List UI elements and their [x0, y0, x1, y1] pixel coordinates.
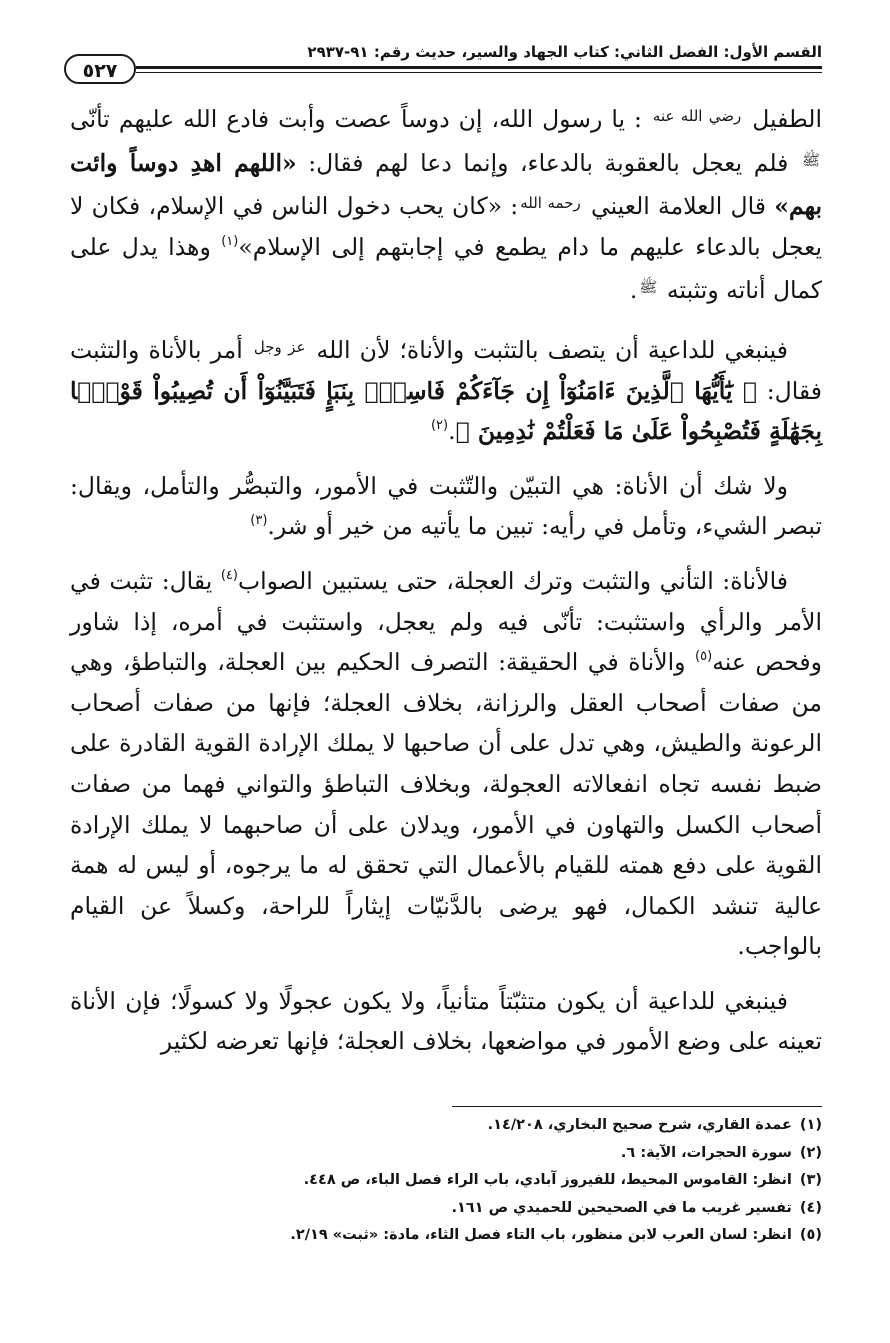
text-span: فالأناة: التأني والتثبت وترك العجلة، حتى يستبين الصواب — [237, 566, 789, 595]
footnote-4 — [160, 1195, 822, 1223]
footnote-ref-1[interactable]: (١) — [221, 233, 239, 249]
paragraph-2 — [70, 327, 822, 452]
footnote-number: (٤) — [799, 1199, 822, 1216]
honorific-glyph: رحمه الله — [520, 194, 581, 213]
text-span: وهذا يدل على كمال أناته وتثبته — [70, 232, 822, 305]
running-header: القسم الأول: الفصل الثاني: كتاب الجهاد والسير، حديث رقم: ٩١-٢٩٣٧ — [307, 43, 822, 61]
text-span: يقال: تثبت في الأمر والرأي واستثبت: تأنّى فيه ولم يعجل، واستثبت في أمره، إذا شاور وفحص عنه — [70, 566, 822, 677]
text-span: . — [448, 417, 456, 446]
footnote-separator — [452, 1106, 822, 1107]
footnote-2 — [160, 1140, 822, 1168]
honorific-glyph: عز وجل — [253, 337, 306, 356]
footnote-text: انظر: لسان العرب لابن منظور، باب التاء فصل الثاء، مادة: «ثبت» ٢/١٩. — [290, 1227, 792, 1243]
paragraph-3 — [70, 466, 822, 547]
honorific-glyph: ﷺ — [801, 150, 820, 169]
footnote-number: (١) — [799, 1117, 822, 1133]
footnote-text: سورة الحجرات، الآية: ٦. — [620, 1144, 792, 1161]
text-span: فينبغي للداعية أن يتصف بالتثبت والأناة؛ لأن الله — [316, 335, 788, 364]
footnotes — [160, 1112, 822, 1250]
quran-verse: ﴿ يَٰٓأَيُّهَا ٱلَّذِينَ ءَامَنُوٓاْ إِن جَآءَكُمْ فَاسِقُۢ بِنَبَإٍ فَتَبَيَّنُوٓاْ أَن تُصِيبُواْ قَوْمَۢا بِجَهَٰلَةٍ فَتُصْبِحُواْ عَلَىٰ مَا فَعَلْتُمْ نَٰدِمِينَ ﴾ — [70, 376, 822, 446]
text-span: . — [629, 276, 638, 305]
footnote-text: انظر: القاموس المحيط، للفيروز آبادي، باب الراء فصل الباء، ص ٤٤٨. — [303, 1172, 792, 1188]
text-span: ولا شك أن الأناة: هي التبيّن والتّثبت في الأمور، والتبصُّر والتأمل، ويقال: تبصر الشيء، وتأمل في رأيه: تبين ما يأتيه من خير أو شر. — [70, 471, 822, 541]
footnote-number: (٣) — [799, 1172, 822, 1188]
text-span: فلم يعجل بالعقوبة بالدعاء، وإنما دعا لهم فقال: — [308, 148, 789, 177]
footnote-number: (٥) — [799, 1227, 822, 1243]
honorific-glyph: ﷺ — [639, 278, 658, 297]
footnote-ref-4[interactable]: (٤) — [220, 567, 238, 583]
footnote-3 — [160, 1167, 822, 1195]
footnote-5 — [160, 1222, 822, 1250]
footnote-ref-5[interactable]: (٥) — [695, 649, 713, 665]
main-text — [70, 96, 822, 1076]
footnote-text: عمدة القاري، شرح صحيح البخاري، ١٤/٢٠٨. — [487, 1117, 792, 1133]
text-span: : «كان يحب دخول الناس في الإسلام، فكان لا يعجل بالدعاء عليهم ما دام يطمع في إجابتهم إلى الإسلام» — [70, 192, 822, 261]
text-span: والأناة في الحقيقة: التصرف الحكيم بين العجلة، والتباطؤ، وهي من صفات أصحاب العقل والرزانة، بخلاف العجلة؛ فإنها من صفات أصحاب الرعونة والطيش، وهي تدل على أن صاحبها لا يملك الإرادة القوية القادرة على ضبط نفسه تجاه انفعالاته العجولة، وبخلاف التباطؤ والتواني فهما من صفات أصحاب الكسل والتهاون في الأمور، ويدلان على أن صاحبهما لا يملك الإرادة القوية على دفع همته للقيام بالأعمال التي تحقق له ما يرجوه، أو ليس له همة عالية تنشد الكمال، فهو يرضى بالدَّنيّات إيثاراً للراحة، وكسلاً عن القيام بالواجب. — [70, 648, 822, 961]
text-span: فينبغي للداعية أن يكون متثبّتاً متأنياً، ولا يكون عجولًا ولا كسولًا؛ فإن الأناة تعينه على وضع الأمور في مواضعها، بخلاف العجلة؛ فإنها تعرضه لكثير — [70, 986, 822, 1056]
honorific-glyph: رضي الله عنه — [652, 107, 742, 125]
text-span: الطفيل — [752, 105, 822, 133]
text-span: : يا رسول الله، إن دوساً عصت وأبت فادع الله عليهم تأنّى — [70, 105, 642, 133]
page-number: ٥٢٧ — [64, 54, 136, 84]
paragraph-5 — [70, 981, 822, 1062]
footnote-1 — [160, 1112, 822, 1140]
text-span: أمر بالأناة والتثبت فقال: — [70, 335, 822, 405]
footnote-number: (٢) — [799, 1144, 822, 1161]
hadith-quote: «اللهم اهدِ دوساً وائت بهم» — [70, 148, 822, 221]
footnote-text: تفسير غريب ما في الصحيحين للحميدي ص ١٦١. — [451, 1199, 792, 1216]
footnote-ref-3[interactable]: (٣) — [250, 513, 268, 529]
header-rule — [136, 66, 822, 69]
paragraph-4 — [70, 561, 822, 967]
paragraph-1 — [70, 96, 822, 311]
text-span: قال العلامة العيني — [591, 192, 767, 221]
footnote-ref-2[interactable]: (٢) — [430, 418, 449, 434]
